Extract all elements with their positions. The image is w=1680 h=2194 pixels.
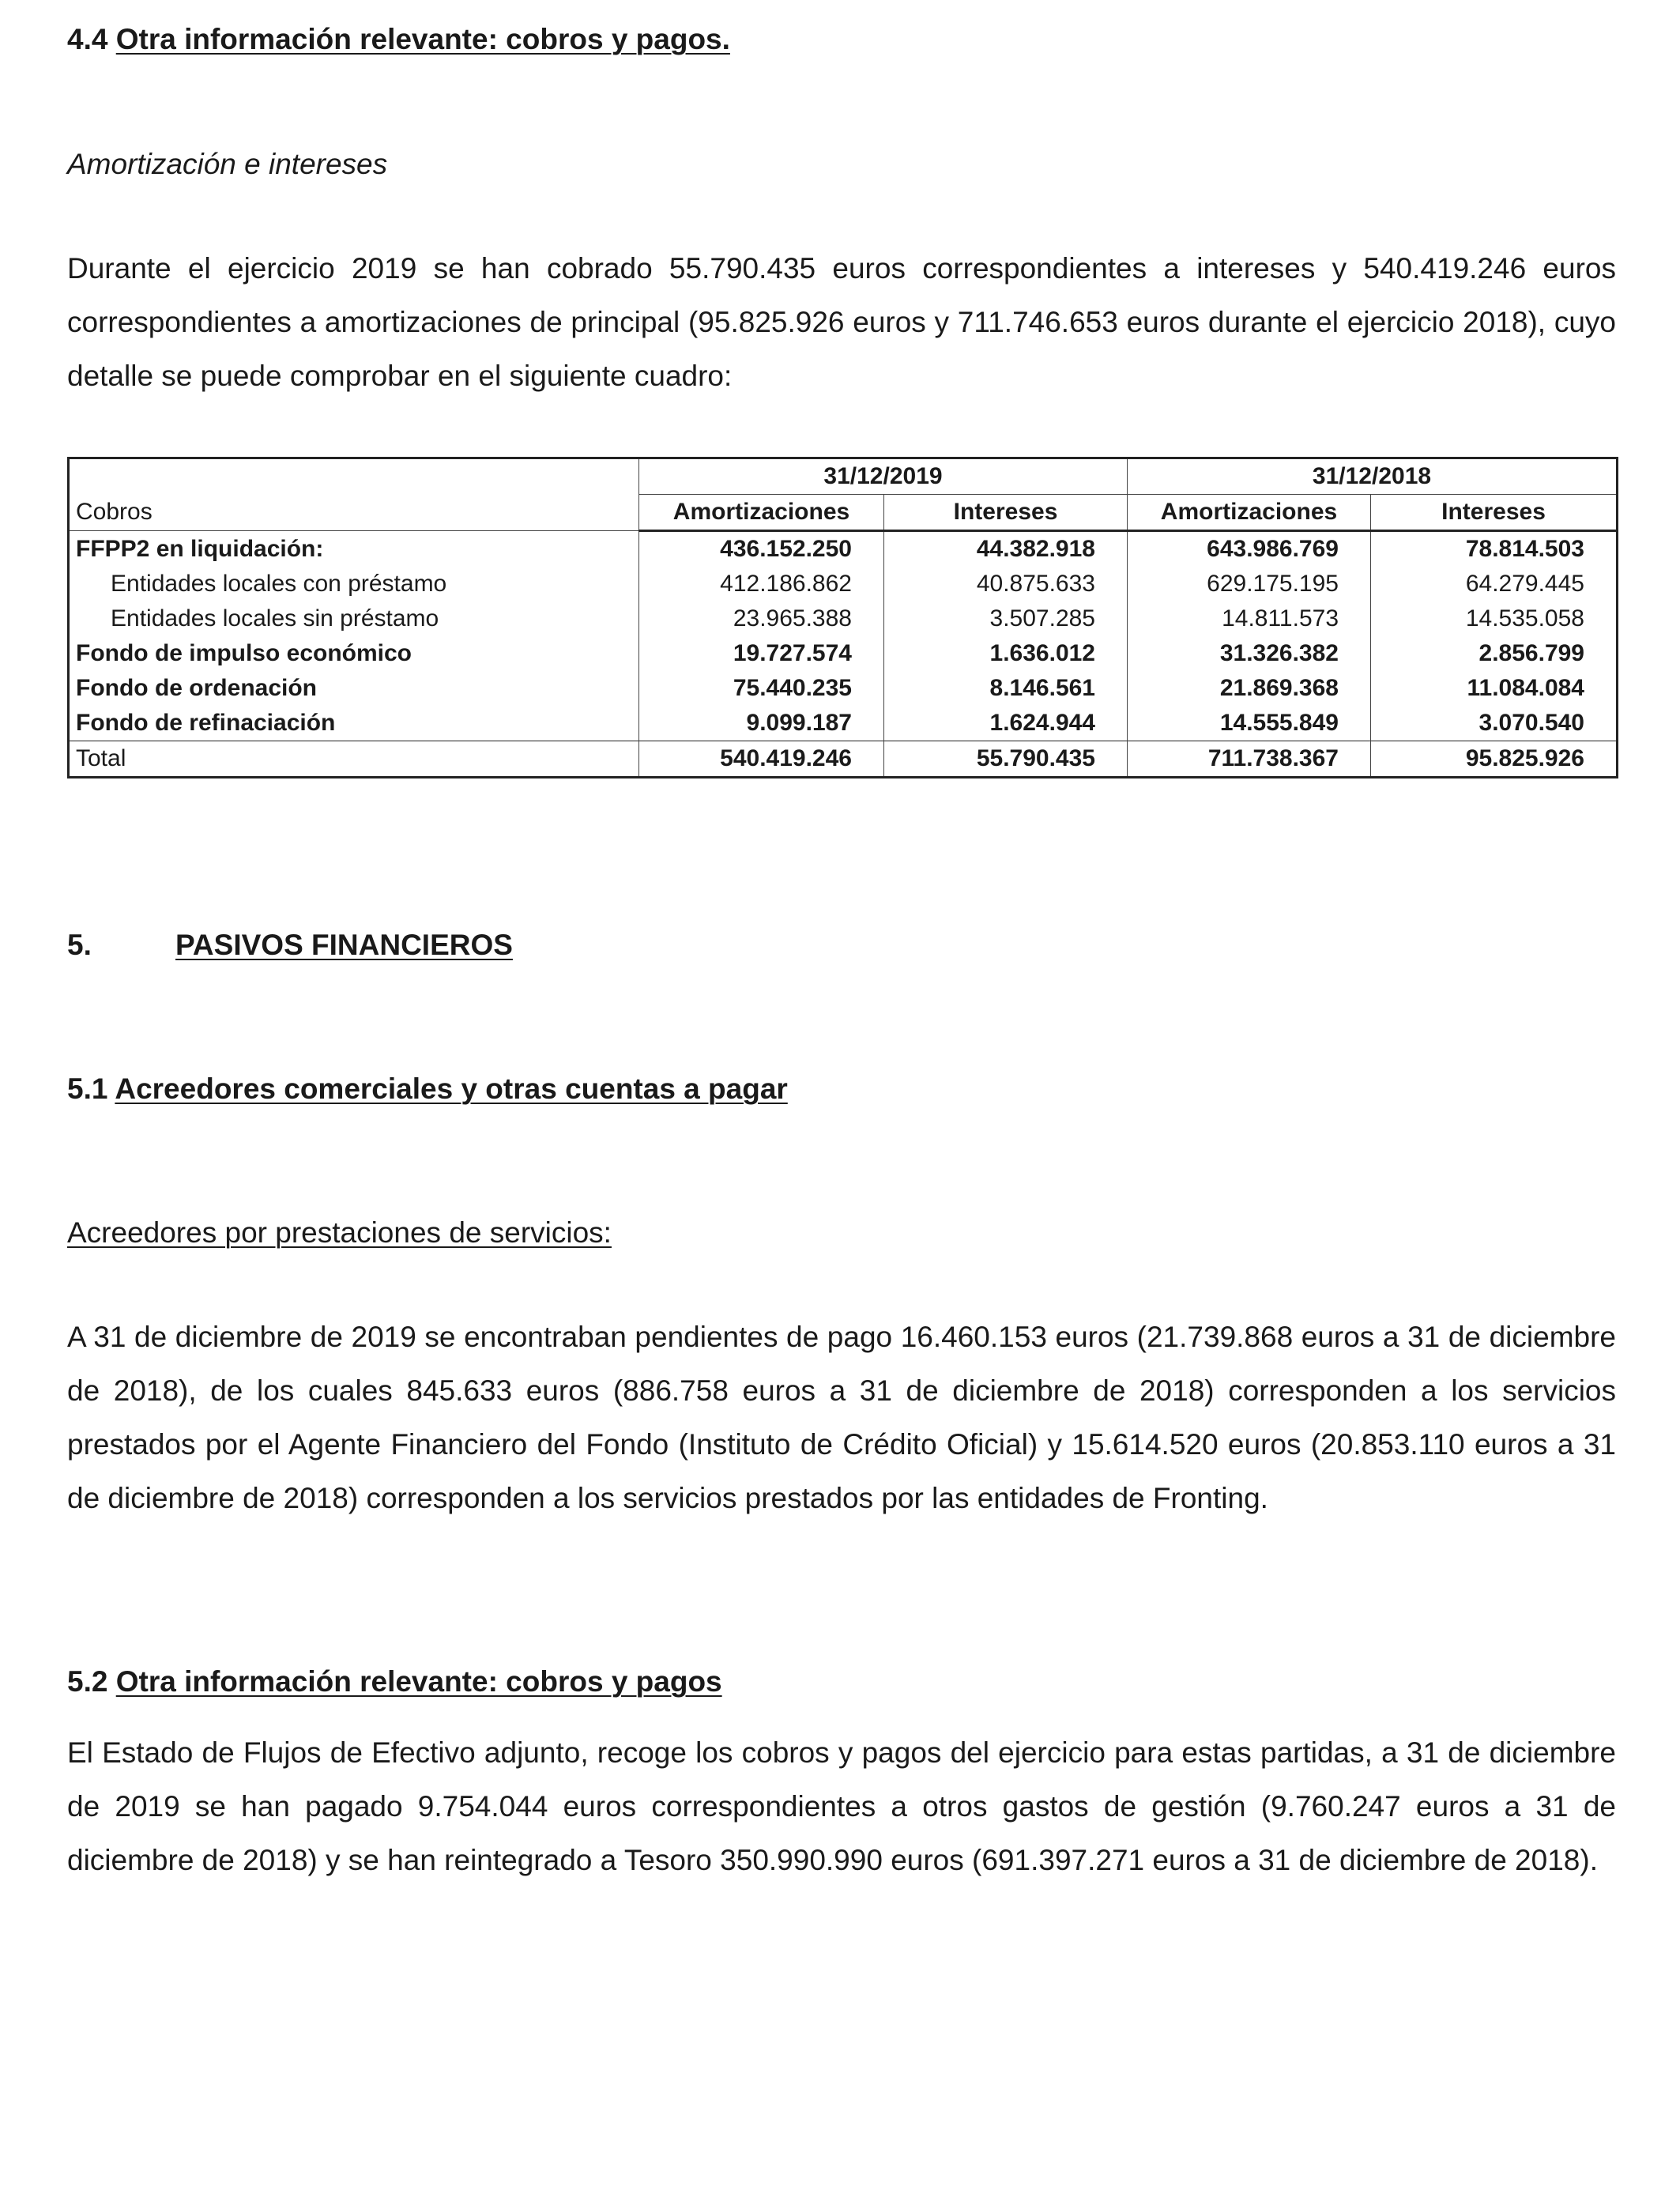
section-number: 5.1 [67,1072,108,1105]
table-row [69,567,1618,601]
total-int-2019: 55.790.435 [884,741,1128,778]
table-row [69,601,1618,636]
cell-amort-2019: 75.440.235 [639,671,884,706]
paragraph-flujos-efectivo: El Estado de Flujos de Efectivo adjunto, recoge los cobros y pagos del ejercicio para estas partidas, a 31 de diciembre de 2019 se han pagado 9.754.044 euros correspondientes a otros gastos de gestión (9.760.247 euros a 31 de diciembre de 2018) y se han reintegrado a Tesoro 350.990.990 euros (691.397.271 euros a 31 de diciembre de 2018). [67,1736,1616,1876]
row-label: Fondo de impulso económico [69,636,639,671]
cell-int-2019: 44.382.918 [884,531,1128,567]
cell-amort-2018: 21.869.368 [1128,671,1371,706]
row-label: Fondo de ordenación [69,671,639,706]
table-period-row [69,458,1618,495]
total-amort-2018: 711.738.367 [1128,741,1371,778]
column-header-amortizaciones-2018: Amortizaciones [1128,495,1371,531]
cell-int-2019: 40.875.633 [884,567,1128,601]
table-total-row [69,741,1618,778]
total-int-2018: 95.825.926 [1371,741,1618,778]
cell-amort-2018: 643.986.769 [1128,531,1371,567]
section-4-4-heading [67,19,730,60]
amortizacion-subtitle: Amortización e intereses [67,148,388,180]
paragraph-acreedores: A 31 de diciembre de 2019 se encontraban pendientes de pago 16.460.153 euros (21.739.868 euros a 31 de diciembre de 2018), de los cuales 845.633 euros (886.758 euros a 31 de diciembre de 2018) corresponden a los servicios prestados por el Agente Financiero del Fondo (Instituto de Crédito Oficial) y 15.614.520 euros (20.853.110 euros a 31 de diciembre de 2018) corresponden a los servicios prestados por las entidades de Fronting. [67,1321,1616,1514]
section-number: 5.2 [67,1665,108,1698]
cell-int-2019: 1.624.944 [884,706,1128,741]
cell-int-2019: 8.146.561 [884,671,1128,706]
table-row [69,706,1618,741]
cell-int-2018: 11.084.084 [1371,671,1618,706]
cobros-table [67,457,1618,778]
cell-amort-2019: 9.099.187 [639,706,884,741]
section-number: 5. [67,929,92,961]
row-label: FFPP2 en liquidación: [69,531,639,567]
cell-int-2018: 78.814.503 [1371,531,1618,567]
cell-amort-2018: 14.555.849 [1128,706,1371,741]
period-2019-header: 31/12/2019 [639,458,1128,495]
cell-int-2018: 2.856.799 [1371,636,1618,671]
cell-int-2018: 3.070.540 [1371,706,1618,741]
section-5-heading [67,925,513,966]
table-row [69,671,1618,706]
section-number: 4.4 [67,23,108,55]
column-header-intereses-2018: Intereses [1371,495,1618,531]
section-5-1-heading [67,1069,788,1110]
section-title: Otra información relevante: cobros y pagos. [115,23,730,55]
section-5-2-heading [67,1661,722,1702]
cell-amort-2018: 14.811.573 [1128,601,1371,636]
cell-amort-2018: 629.175.195 [1128,567,1371,601]
column-header-amortizaciones-2019: Amortizaciones [639,495,884,531]
acreedores-subtitle: Acreedores por prestaciones de servicios: [67,1216,612,1249]
cell-amort-2019: 412.186.862 [639,567,884,601]
column-header-intereses-2019: Intereses [884,495,1128,531]
cell-amort-2019: 436.152.250 [639,531,884,567]
table-row [69,636,1618,671]
cell-int-2018: 64.279.445 [1371,567,1618,601]
cell-int-2019: 1.636.012 [884,636,1128,671]
total-amort-2019: 540.419.246 [639,741,884,778]
paragraph-cobros-2019: Durante el ejercicio 2019 se han cobrado 55.790.435 euros correspondientes a intereses y 540.419.246 euros correspondientes a amortizaciones de principal (95.825.926 euros y 711.746.653 euros durante el ejercicio 2018), cuyo detalle se puede comprobar en el siguiente cuadro: [67,252,1616,392]
cell-amort-2019: 19.727.574 [639,636,884,671]
section-title: Acreedores comerciales y otras cuentas a pagar [115,1072,788,1105]
row-label: Fondo de refinaciación [69,706,639,741]
cell-int-2019: 3.507.285 [884,601,1128,636]
table-column-header-row [69,495,1618,531]
row-label: Entidades locales con préstamo [69,567,639,601]
period-2018-header: 31/12/2018 [1128,458,1618,495]
section-title: Otra información relevante: cobros y pagos [115,1665,722,1698]
section-title: PASIVOS FINANCIEROS [175,929,513,961]
row-label: Entidades locales sin préstamo [69,601,639,636]
cell-int-2018: 14.535.058 [1371,601,1618,636]
total-label: Total [69,741,639,778]
column-header-cobros: Cobros [69,495,639,531]
table-row [69,531,1618,567]
cell-amort-2018: 31.326.382 [1128,636,1371,671]
cell-amort-2019: 23.965.388 [639,601,884,636]
document-page [67,0,1616,2194]
